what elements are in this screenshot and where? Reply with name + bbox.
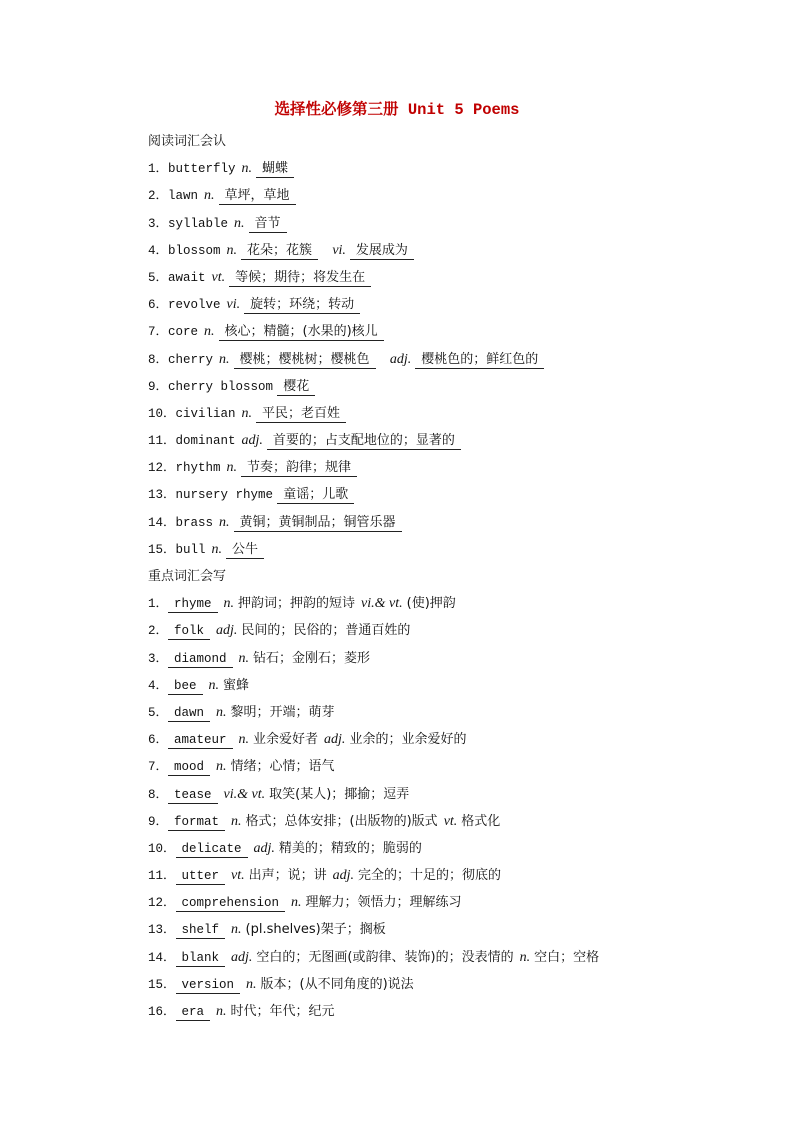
- item-number: 11．: [148, 869, 176, 884]
- answer-blank: 童谣；儿歌: [277, 487, 354, 504]
- part-of-speech: vt.: [211, 269, 226, 285]
- part-of-speech: vt.: [231, 868, 245, 884]
- part-of-speech: n.: [223, 596, 235, 612]
- item-number: 14．: [148, 950, 176, 965]
- definition-text: 版本；(从不同角度的)说法: [260, 976, 414, 992]
- vocab-word: bull: [175, 542, 206, 557]
- answer-blank: era: [176, 1004, 211, 1021]
- item-number: 3．: [148, 216, 169, 231]
- item-number: 3．: [148, 651, 169, 666]
- answer-blank: 首要的；占支配地位的；显著的: [267, 433, 461, 450]
- definition-text: 蜜蜂: [223, 677, 250, 693]
- part-of-speech: vi.& vt.: [223, 786, 266, 802]
- vocab-word: lawn: [168, 189, 199, 204]
- definition-text: 时代；年代；纪元: [230, 1004, 335, 1019]
- vocab-word: civilian: [175, 406, 236, 421]
- part-of-speech: n.: [234, 215, 245, 231]
- part-of-speech: n.: [216, 704, 227, 720]
- answer-blank: 节奏；韵律；规律: [241, 460, 357, 477]
- part-of-speech: n.: [219, 514, 230, 530]
- answer-blank: utter: [176, 868, 226, 885]
- definition-text: 钻石；金刚石；菱形: [253, 650, 371, 666]
- part-of-speech: n.: [238, 732, 250, 748]
- part-of-speech: n.: [216, 1004, 227, 1019]
- item-number: 10．: [148, 406, 176, 421]
- part-of-speech: n.: [211, 541, 223, 557]
- vocab-word: cherry blossom: [168, 379, 274, 394]
- list-item: [148, 346, 734, 373]
- reading-vocab-list: [148, 155, 734, 563]
- part-of-speech: n.: [246, 976, 257, 992]
- answer-blank: amateur: [168, 732, 233, 749]
- list-item: [148, 726, 734, 753]
- definition-text: 民间的；民俗的；普通百姓的: [241, 623, 411, 639]
- answer-blank: 樱花: [277, 379, 315, 396]
- item-number: 13．: [148, 488, 176, 503]
- item-number: 7．: [148, 325, 169, 340]
- part-of-speech: n.: [208, 677, 220, 693]
- list-item: [148, 155, 734, 182]
- part-of-speech: adj.: [324, 732, 346, 748]
- answer-blank: blank: [176, 950, 226, 967]
- answer-blank: 发展成为: [350, 243, 414, 260]
- part-of-speech: n.: [241, 161, 253, 177]
- vocab-word: syllable: [168, 216, 229, 231]
- part-of-speech: n.: [241, 405, 253, 421]
- writing-vocab-list: [148, 590, 734, 1025]
- answer-blank: 平民；老百姓: [256, 406, 346, 423]
- answer-blank: rhyme: [168, 596, 218, 613]
- definition-text: 黎明；开端；萌芽: [230, 704, 335, 720]
- part-of-speech: n.: [231, 922, 242, 938]
- list-item: [148, 862, 734, 889]
- answer-blank: 樱桃色的；鲜红色的: [415, 352, 544, 369]
- answer-blank: version: [176, 977, 241, 994]
- answer-blank: tease: [168, 787, 218, 804]
- definition-text: 取笑(某人)；揶揄；逗弄: [269, 786, 410, 802]
- definition-text: 完全的；十足的；彻底的: [358, 868, 502, 884]
- definition-text: (pl.shelves)架子；搁板: [245, 922, 386, 938]
- answer-blank: 花朵；花簇: [241, 243, 318, 260]
- list-item: [148, 454, 734, 481]
- list-item: [148, 998, 734, 1025]
- vocab-word: revolve: [168, 298, 221, 313]
- answer-blank: 草坪，草地: [219, 188, 296, 205]
- item-number: 15．: [148, 977, 176, 992]
- list-item: [148, 753, 734, 780]
- answer-blank: bee: [168, 678, 203, 695]
- answer-blank: format: [168, 814, 225, 831]
- vocab-word: butterfly: [168, 162, 236, 177]
- list-item: [148, 944, 734, 971]
- answer-blank: dawn: [168, 705, 210, 722]
- definition-text: 理解力；领悟力；理解练习: [305, 895, 462, 911]
- definition-text: 格式化: [461, 813, 501, 829]
- definition-text: 格式；总体安排；(出版物的)版式: [245, 813, 438, 829]
- list-item: [148, 617, 734, 644]
- list-item: [148, 210, 734, 237]
- list-item: [148, 427, 734, 454]
- item-number: 9．: [148, 814, 169, 829]
- list-item: [148, 481, 734, 508]
- answer-blank: diamond: [168, 651, 233, 668]
- part-of-speech: adj.: [332, 868, 355, 884]
- answer-blank: folk: [168, 623, 210, 640]
- list-item: [148, 318, 734, 345]
- part-of-speech: n.: [226, 460, 238, 476]
- part-of-speech: vi.: [332, 242, 346, 258]
- part-of-speech: vi.& vt.: [361, 596, 403, 612]
- list-item: [148, 291, 734, 318]
- list-item: [148, 699, 734, 726]
- list-item: [148, 237, 734, 264]
- item-number: 8．: [148, 787, 169, 802]
- part-of-speech: n.: [231, 813, 242, 829]
- item-number: 5．: [148, 270, 169, 285]
- item-number: 13．: [148, 923, 176, 938]
- item-number: 2．: [148, 189, 169, 204]
- item-number: 1．: [148, 597, 169, 612]
- answer-blank: 音节: [249, 216, 287, 233]
- answer-blank: 黄铜；黄铜制品；铜管乐器: [234, 515, 402, 532]
- item-number: 8．: [148, 352, 169, 367]
- definition-text: 出声；说；讲: [248, 868, 327, 884]
- list-item: [148, 781, 734, 808]
- list-item: [148, 835, 734, 862]
- list-item: [148, 590, 734, 617]
- page-title: [0, 98, 794, 120]
- list-item: [148, 672, 734, 699]
- vocab-word: dominant: [175, 434, 236, 449]
- list-item: [148, 182, 734, 209]
- definition-text: 空白；空格: [534, 949, 600, 965]
- answer-blank: 等候；期待；将发生在: [229, 270, 371, 287]
- part-of-speech: adj.: [216, 623, 238, 639]
- definition-text: 业余爱好者: [253, 732, 319, 748]
- list-item: [148, 536, 734, 563]
- item-number: 6．: [148, 298, 169, 313]
- item-number: 7．: [148, 760, 169, 775]
- answer-blank: shelf: [176, 922, 226, 939]
- part-of-speech: vi.: [226, 297, 241, 313]
- part-of-speech: adj.: [389, 351, 412, 367]
- part-of-speech: adj.: [253, 840, 275, 856]
- list-item: [148, 645, 734, 672]
- item-number: 2．: [148, 624, 169, 639]
- vocab-word: core: [168, 325, 199, 340]
- vocab-word: brass: [175, 515, 214, 530]
- vocab-word: await: [168, 270, 206, 285]
- part-of-speech: n.: [291, 895, 302, 911]
- part-of-speech: n.: [204, 188, 215, 204]
- part-of-speech: n.: [216, 759, 227, 775]
- definition-text: 空白的；无图画(或韵律、装饰)的；没表情的: [256, 949, 514, 965]
- answer-blank: delicate: [176, 841, 248, 858]
- answer-blank: comprehension: [176, 895, 286, 912]
- part-of-speech: n.: [226, 242, 238, 258]
- item-number: 4．: [148, 678, 169, 693]
- item-number: 5．: [148, 705, 169, 720]
- section-heading-writing: 重点词汇会写: [148, 569, 227, 584]
- title-chinese: 选择性必修第三册: [274, 99, 399, 118]
- item-number: 14．: [148, 515, 176, 530]
- section-heading-reading: 阅读词汇会认: [148, 134, 227, 149]
- item-number: 16．: [148, 1005, 176, 1019]
- item-number: 1．: [148, 162, 169, 177]
- list-item: [148, 971, 734, 998]
- answer-blank: 公牛: [226, 542, 264, 559]
- item-number: 11．: [148, 434, 176, 449]
- item-number: 12．: [148, 896, 176, 911]
- list-item: [148, 808, 734, 835]
- vocab-word: nursery rhyme: [175, 488, 274, 503]
- part-of-speech: n.: [238, 650, 250, 666]
- definition-text: 精美的；精致的；脆弱的: [278, 840, 422, 856]
- item-number: 15．: [148, 542, 176, 557]
- part-of-speech: n.: [219, 351, 230, 367]
- answer-blank: 核心；精髓；(水果的)核儿: [219, 324, 384, 341]
- part-of-speech: adj.: [241, 433, 263, 449]
- definition-text: (使)押韵: [406, 596, 456, 612]
- item-number: 12．: [148, 461, 176, 476]
- answer-blank: 蝴蝶: [256, 161, 294, 178]
- part-of-speech: n.: [519, 949, 531, 965]
- part-of-speech: adj.: [231, 949, 253, 965]
- list-item: [148, 373, 734, 400]
- definition-text: 情绪；心情；语气: [230, 759, 335, 775]
- answer-blank: 樱桃；樱桃树；樱桃色: [234, 352, 376, 369]
- list-item: [148, 400, 734, 427]
- item-number: 10．: [148, 841, 176, 856]
- vocab-word: cherry: [168, 352, 214, 367]
- title-english: Unit 5 Poems: [398, 101, 520, 119]
- vocab-word: rhythm: [175, 461, 221, 476]
- part-of-speech: n.: [204, 324, 215, 340]
- answer-blank: mood: [168, 759, 210, 776]
- list-item: [148, 889, 734, 916]
- definition-text: 业余的；业余爱好的: [349, 732, 467, 748]
- list-item: [148, 264, 734, 291]
- list-item: [148, 916, 734, 943]
- item-number: 9．: [148, 379, 169, 394]
- part-of-speech: vt.: [443, 813, 458, 829]
- list-item: [148, 509, 734, 536]
- vocab-word: blossom: [168, 243, 221, 258]
- item-number: 6．: [148, 733, 169, 748]
- definition-text: 押韵词；押韵的短诗: [238, 596, 356, 612]
- answer-blank: 旋转；环绕；转动: [244, 297, 360, 314]
- item-number: 4．: [148, 243, 169, 258]
